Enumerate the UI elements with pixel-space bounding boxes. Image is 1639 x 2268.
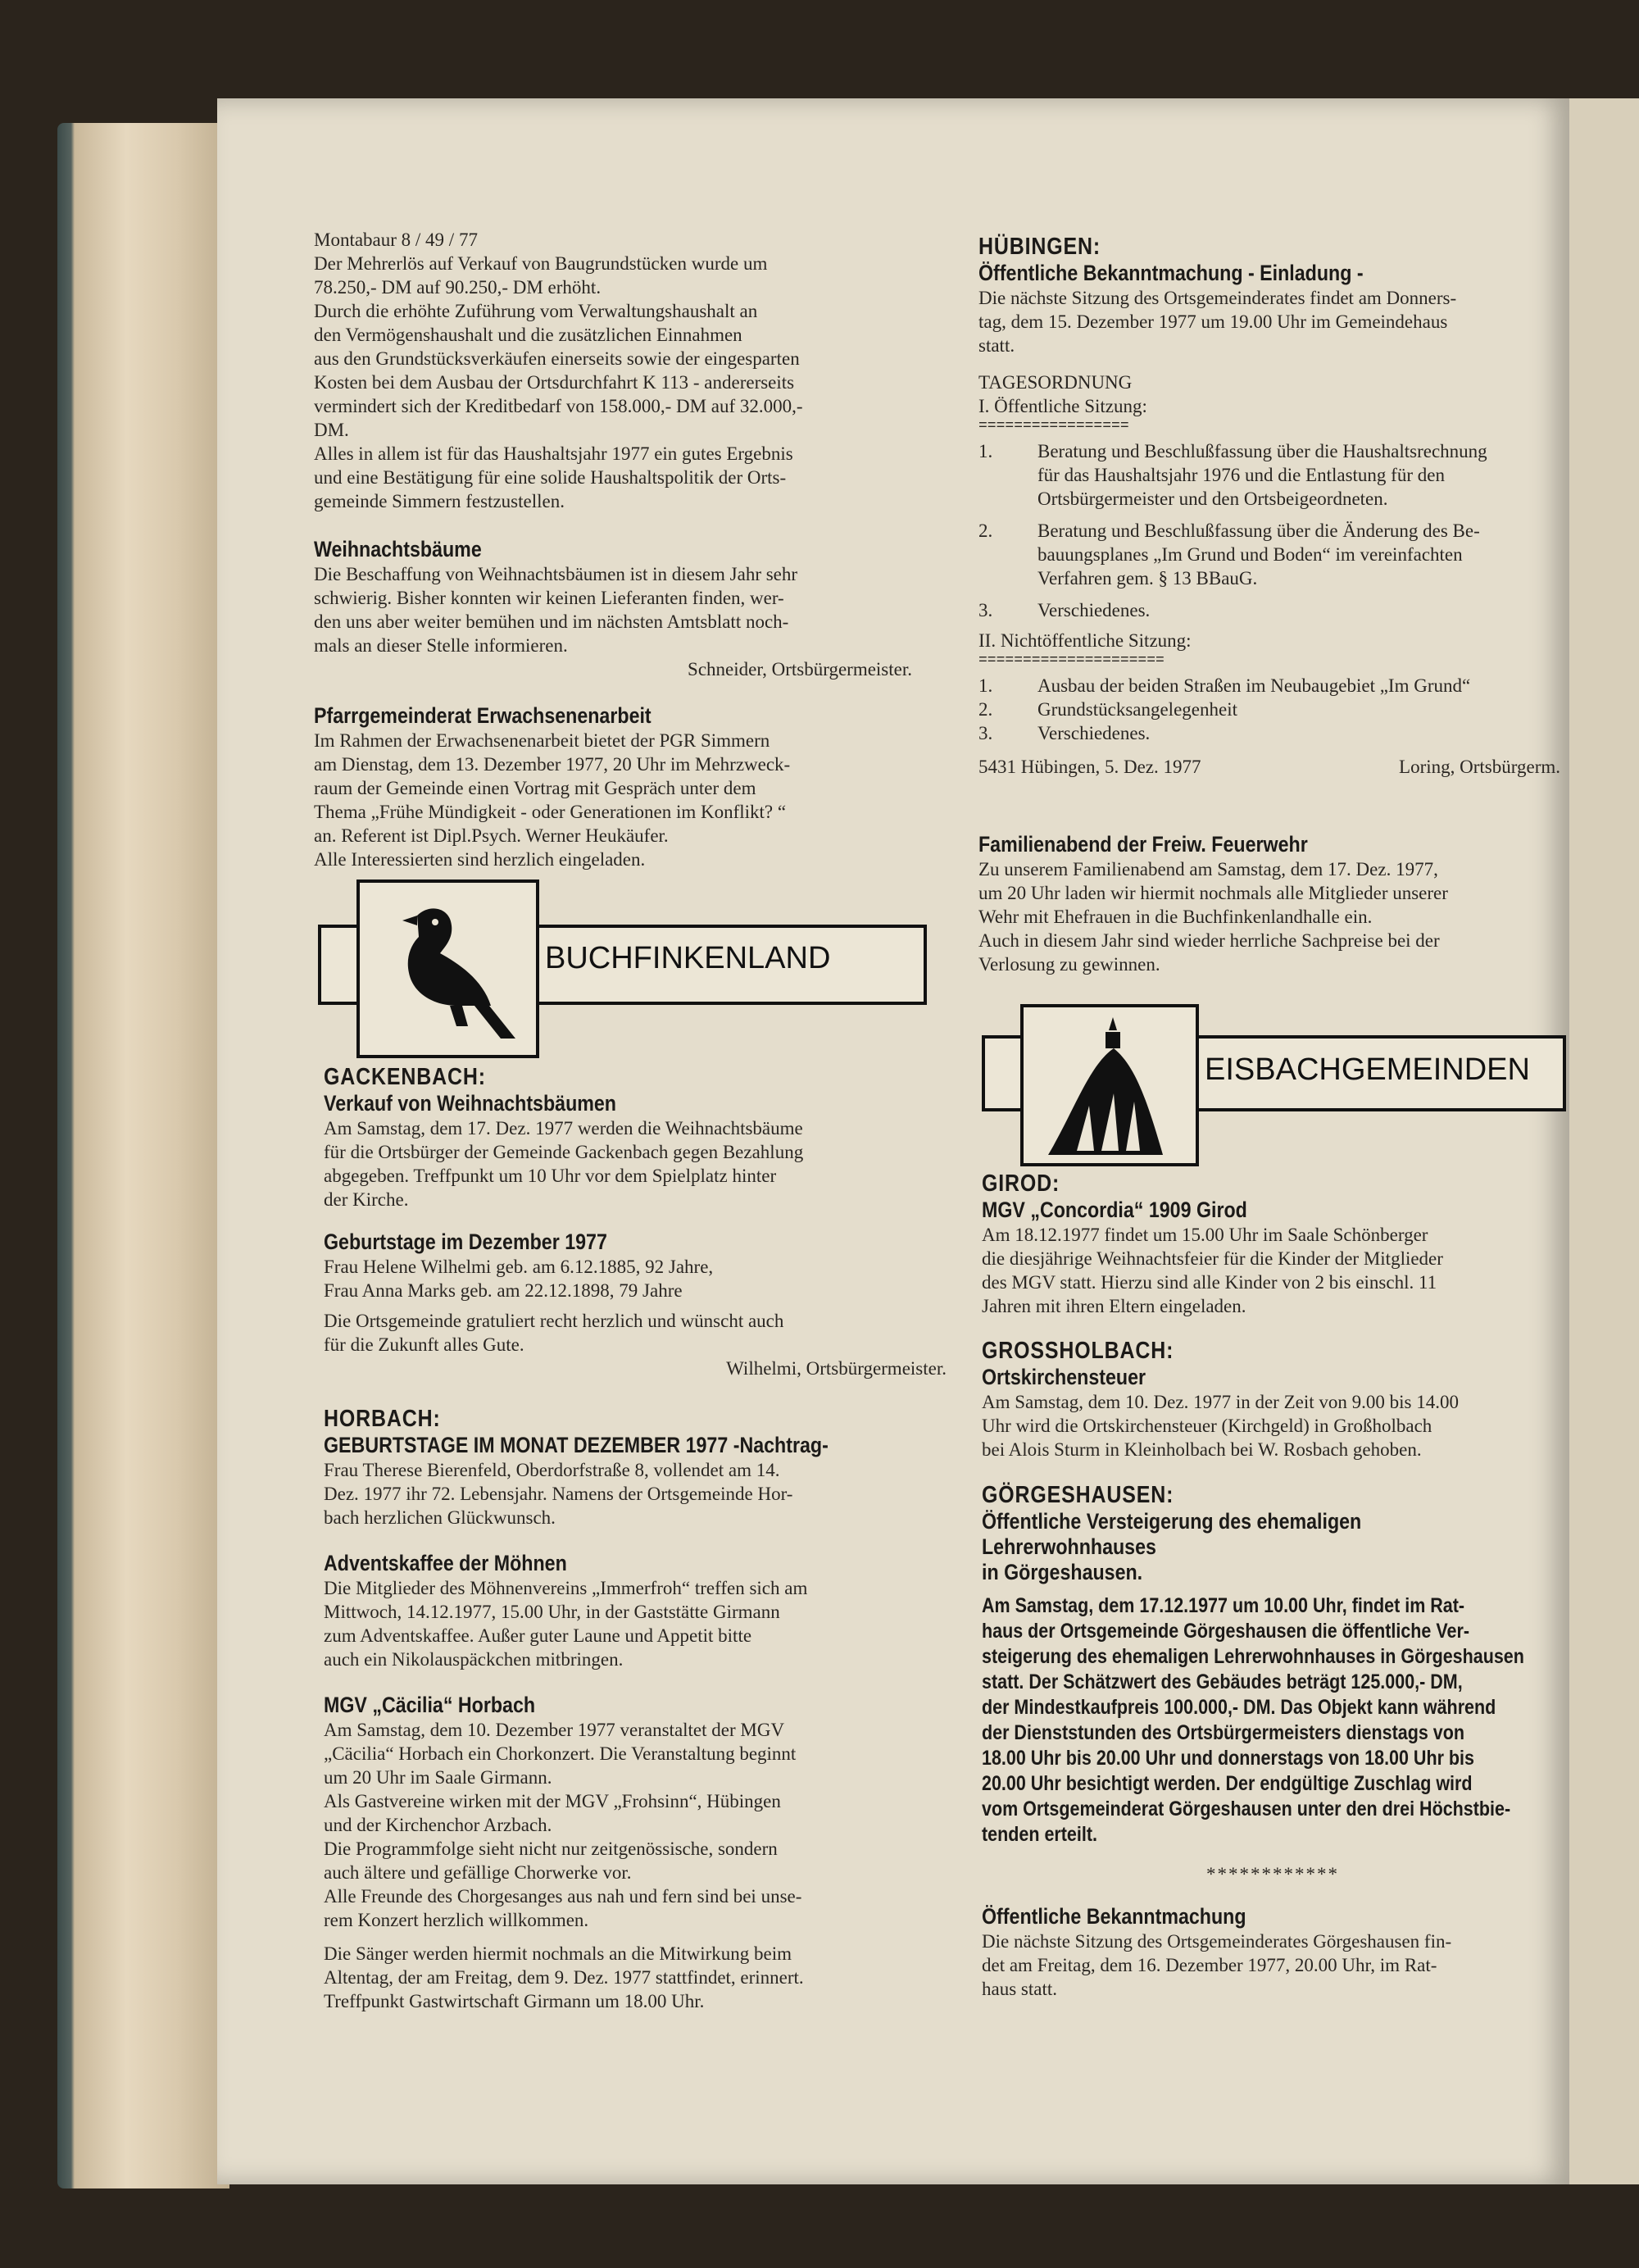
signature: Schneider, Ortsbürgermeister. bbox=[688, 659, 912, 679]
section-text: Am Samstag, dem 17. Dez. 1977 werden die Weihnachtsbäume für die Ortsbürger der Gemeinde Gackenbach gegen Bezahlung abgegeben. Treffpunkt um 10 Uhr vor dem Spielplatz hinter der Kirche. bbox=[324, 1118, 804, 1210]
section-title: MGV „Concordia“ 1909 Girod bbox=[982, 1198, 1247, 1222]
section-text: Am Samstag, dem 10. Dez. 1977 in der Zeit von 9.00 bis 14.00 Uhr wird die Ortskirchensteuer (Kirchgeld) in Großholbach bei Alois Sturm in Kleinholbach bei W. Rosbach gehoben. bbox=[982, 1392, 1459, 1460]
section-text: Die Ortsgemeinde gratuliert recht herzlich und wünscht auch für die Zukunft alles Gute. bbox=[324, 1311, 784, 1355]
star-divider: ************ bbox=[1206, 1864, 1339, 1884]
separator: ================= bbox=[978, 418, 1129, 434]
place-heading: GACKENBACH: bbox=[324, 1064, 486, 1090]
agenda-item-text: Ausbau der beiden Straßen im Neubaugebiet „Im Grund“ bbox=[1037, 675, 1471, 696]
section-text: Frau Therese Bierenfeld, Oberdorfstraße 8, vollendet am 14. Dez. 1977 ihr 72. Lebensjahr. Namens der Ortsgemeinde Hor- bach herzlichen Glückwunsch. bbox=[324, 1460, 793, 1528]
grossholbach-section bbox=[982, 1338, 1564, 1461]
girod-section bbox=[982, 1170, 1564, 1318]
section-text: Die Mitglieder des Möhnenvereins „Immerfroh“ treffen sich am Mittwoch, 14.12.1977, 15.00 Uhr, in der Gaststätte Girmann zum Adventskaffee. Außer guter Laune und Appetit bitte auch ein Nikolauspäckchen mitbringen. bbox=[324, 1578, 808, 1670]
logo-box bbox=[356, 879, 539, 1058]
logo-text: EISBACHGEMEINDEN bbox=[1205, 1052, 1530, 1087]
bird-icon bbox=[360, 883, 536, 1055]
agenda-item-text: Verschiedenes. bbox=[1037, 723, 1151, 743]
place-heading: HORBACH: bbox=[324, 1406, 441, 1432]
section-title: Adventskaffee der Möhnen bbox=[324, 1551, 567, 1575]
intro-text: Der Mehrerlös auf Verkauf von Baugrundstücken wurde um 78.250,- DM auf 90.250,- DM erhöht. Durch die erhöhte Zuführung vom Verwaltungshaushalt an den Vermögenshaushalt und die zusätzlichen Einnahmen aus den Grundstücksverkäufen einerseits sowie der eingesparten Kosten bei dem Ausbau der Ortsdurchfahrt K 113 - andererseits vermindert sich der Kreditbedarf von 158.000,- DM auf 32.000,- DM. Alles in allem ist für das Haushaltsjahr 1977 ein gutes Ergebnis und eine Bestätigung für eine solide Haushaltspolitik der Orts- gemeinde Simmern festzustellen. bbox=[314, 253, 803, 511]
place-heading: GROSSHOLBACH: bbox=[982, 1338, 1174, 1364]
section-title: Pfarrgemeinderat Erwachsenenarbeit bbox=[314, 703, 652, 728]
agenda-item-number: 1. bbox=[978, 441, 993, 461]
book-page-edges bbox=[57, 123, 229, 2188]
geburtstage-section bbox=[324, 1229, 947, 1380]
section-text: Die Beschaffung von Weihnachtsbäumen ist in diesem Jahr sehr schwierig. Bisher konnten wir keinen Lieferanten finden, wer- den uns aber weiter bemühen und im nächsten Amtsblatt noch- mals an dieser Stelle informieren. bbox=[314, 564, 798, 656]
gackenbach-section bbox=[324, 1064, 947, 1211]
signature: Wilhelmi, Ortsbürgermeister. bbox=[726, 1358, 947, 1379]
place-heading: GÖRGESHAUSEN: bbox=[982, 1482, 1174, 1508]
auction-text: Am Samstag, dem 17.12.1977 um 10.00 Uhr, findet im Rat- haus der Ortsgemeinde Görgeshausen die öffentliche Ver- steigerung des ehemaligen Lehrerwohnhauses in Görgeshausen statt. Der Schätzwert des Gebäudes beträgt 125.000,- DM, der Mindestkaufpreis 100.000,- DM. Das Objekt kann während der Dienststunden des Ortsbürgermeisters dienstags von 18.00 Uhr bis 20.00 Uhr und donnerstags von 18.00 Uhr bis 20.00 Uhr besichtigt werden. Der endgültige Zuschlag wird vom Ortsgemeinderat Görgeshausen unter den drei Höchstbie- tenden erteilt. bbox=[982, 1594, 1524, 1846]
agenda-item-number: 2. bbox=[978, 520, 993, 541]
section-title: Verkauf von Weihnachtsbäumen bbox=[324, 1091, 617, 1116]
place-heading: GIROD: bbox=[982, 1170, 1060, 1197]
familienabend-section bbox=[978, 832, 1560, 976]
agenda-item bbox=[978, 519, 1560, 590]
public-session-title: I. Öffentliche Sitzung: bbox=[978, 396, 1147, 416]
huebingen-section bbox=[978, 234, 1560, 779]
horbach-section bbox=[324, 1406, 947, 1529]
agenda-title: TAGESORDNUNG bbox=[978, 372, 1133, 393]
agenda-item bbox=[978, 598, 1560, 622]
agenda-item-text: Beratung und Beschlußfassung über die Änderung des Be- bauungsplanes „Im Grund und Boden“ im vereinfachten Verfahren gem. § 13 BBauG. bbox=[1037, 520, 1480, 589]
agenda-item-text: Grundstücksangelegenheit bbox=[1037, 699, 1237, 720]
section-text: Die nächste Sitzung des Ortsgemeinderates findet am Donners- tag, dem 15. Dezember 1977 um 19.00 Uhr im Gemeindehaus statt. bbox=[978, 288, 1457, 356]
goergeshausen-section bbox=[982, 1482, 1564, 2001]
section-text-2: Die Sänger werden hiermit nochmals an die Mitwirkung beim Altentag, der am Freitag, dem 9. Dez. 1977 stattfindet, erinnert. Treffpunkt Gastwirtschaft Girmann um 18.00 Uhr. bbox=[324, 1943, 804, 2011]
agenda-item-number: 2. bbox=[978, 699, 993, 720]
intro-section bbox=[314, 228, 945, 513]
logo-text: BUCHFINKENLAND bbox=[545, 941, 831, 975]
section-title: Öffentliche Versteigerung des ehemaligen Lehrerwohnhauses in Görgeshausen. bbox=[982, 1509, 1362, 1584]
section-title: Familienabend der Freiw. Feuerwehr bbox=[978, 832, 1308, 857]
agenda-item bbox=[978, 698, 1560, 721]
dateline bbox=[978, 755, 1560, 779]
separator: ===================== bbox=[978, 652, 1165, 669]
weihnachtsbaeume-section bbox=[314, 537, 945, 681]
section-title: Geburtstage im Dezember 1977 bbox=[324, 1229, 607, 1254]
agenda-item-number: 3. bbox=[978, 600, 993, 620]
notice-title: Öffentliche Bekanntmachung bbox=[982, 1904, 1246, 1929]
section-text: Im Rahmen der Erwachsenenarbeit bietet der PGR Simmern am Dienstag, dem 13. Dezember 1977, 20 Uhr im Mehrzweck- raum der Gemeinde einen Vortrag mit Gespräch unter dem Thema „Frühe Mündigkeit - oder Generationen im Konflikt? “ an. Referent ist Dipl.Psych. Werner Heukäufer. Alle Interessierten sind herzlich eingeladen. bbox=[314, 730, 791, 870]
agenda-item-text: Beratung und Beschlußfassung über die Haushaltsrechnung für das Haushaltsjahr 1976 und die Entlastung für den Ortsbürgermeister und den Ortsbeigeordneten. bbox=[1037, 441, 1487, 509]
private-session-title: II. Nichtöffentliche Sitzung: bbox=[978, 630, 1192, 651]
section-title: Öffentliche Bekanntmachung - Einladung - bbox=[978, 261, 1364, 285]
section-title: MGV „Cäcilia“ Horbach bbox=[324, 1693, 536, 1717]
agenda-item-number: 3. bbox=[978, 723, 993, 743]
notice-text: Die nächste Sitzung des Ortsgemeinderates Görgeshausen fin- det am Freitag, dem 16. Dezember 1977, 20.00 Uhr, im Rat- haus statt. bbox=[982, 1931, 1452, 1999]
section-title: Ortskirchensteuer bbox=[982, 1365, 1146, 1389]
logo-box bbox=[1020, 1004, 1199, 1166]
dateline-place: 5431 Hübingen, 5. Dez. 1977 bbox=[978, 757, 1201, 777]
section-title: Weihnachtsbäume bbox=[314, 537, 482, 561]
private-agenda-list bbox=[978, 674, 1560, 745]
pfarrgemeinderat-section bbox=[314, 703, 945, 871]
section-text: Zu unserem Familienabend am Samstag, dem 17. Dez. 1977, um 20 Uhr laden wir hiermit nochmals alle Mitglieder unserer Wehr mit Ehefrauen in die Buchfinkenlandhalle ein. Auch in diesem Jahr sind wieder herrliche Sachpreise bei der Verlosung zu gewinnen. bbox=[978, 859, 1448, 975]
public-agenda-list bbox=[978, 439, 1560, 622]
dateline-signature: Loring, Ortsbürgerm. bbox=[1399, 757, 1560, 777]
place-heading: HÜBINGEN: bbox=[978, 234, 1101, 260]
birthday-list: Frau Helene Wilhelmi geb. am 6.12.1885, 92 Jahre, Frau Anna Marks geb. am 22.12.1898, 79 Jahre bbox=[324, 1257, 714, 1301]
section-title: GEBURTSTAGE IM MONAT DEZEMBER 1977 -Nachtrag- bbox=[324, 1433, 829, 1457]
mgv-caecilia-section bbox=[324, 1693, 947, 2013]
agenda-item bbox=[978, 674, 1560, 698]
reference-line: Montabaur 8 / 49 / 77 bbox=[314, 230, 478, 250]
section-text: Am Samstag, dem 10. Dezember 1977 veranstaltet der MGV „Cäcilia“ Horbach ein Chorkonzert. Die Veranstaltung beginnt um 20 Uhr im Saale Girmann. Als Gastvereine wirken mit der MGV „Frohsinn“, Hübingen und der Kirchenchor Arzbach. Die Programmfolge sieht nicht nur zeitgenössische, sondern auch ältere und gefällige Chorwerke vor. Alle Freunde des Chorgesanges aus nah und fern sind bei unse- rem Konzert herzlich willkommen. bbox=[324, 1720, 802, 1930]
mountain-chapel-icon bbox=[1024, 1007, 1196, 1163]
agenda-item bbox=[978, 439, 1560, 511]
agenda-item-text: Verschiedenes. bbox=[1037, 600, 1151, 620]
agenda-item-number: 1. bbox=[978, 675, 993, 696]
adventskaffee-section bbox=[324, 1551, 947, 1671]
agenda-item bbox=[978, 721, 1560, 745]
section-text: Am 18.12.1977 findet um 15.00 Uhr im Saale Schönberger die diesjährige Weihnachtsfeier für die Kinder der Mitglieder des MGV statt. Hierzu sind alle Kinder von 2 bis einschl. 11 Jahren mit ihren Eltern eingeladen. bbox=[982, 1225, 1443, 1316]
adjacent-page-edge bbox=[1561, 98, 1639, 2184]
